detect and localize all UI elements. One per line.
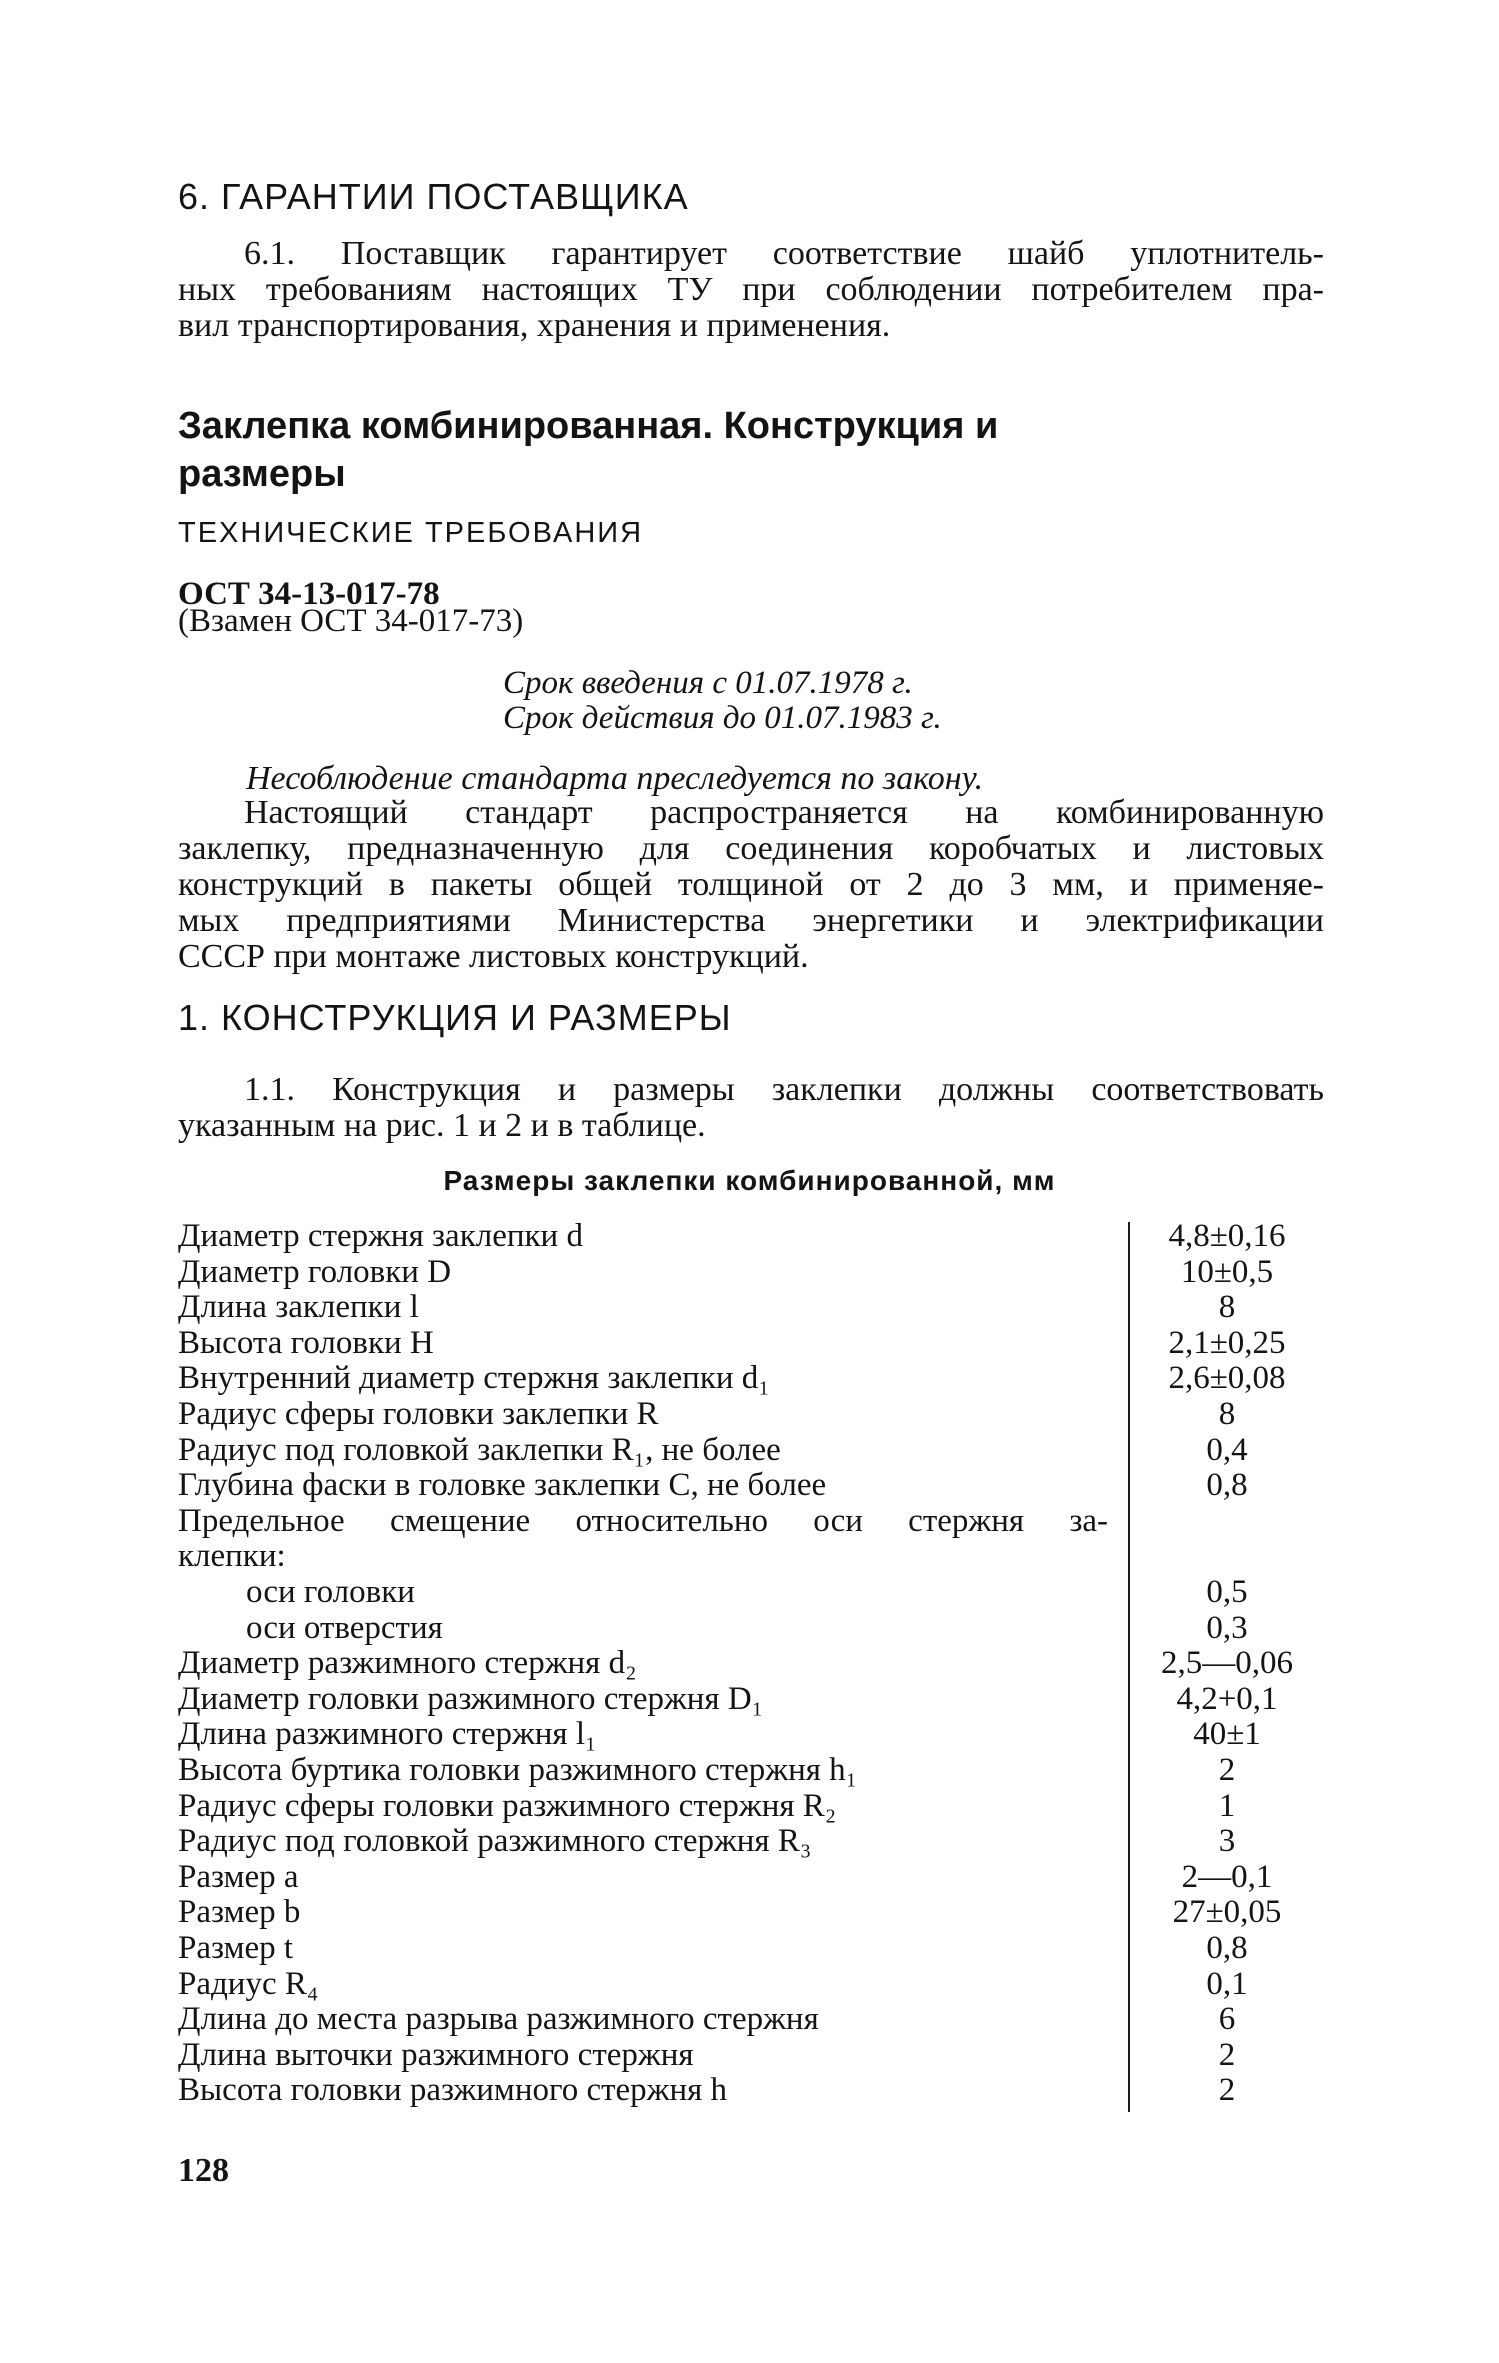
table-row-label: Размер t bbox=[178, 1930, 294, 1966]
section-6-paragraph bbox=[178, 236, 1324, 344]
table-row-value: 2—0,1 bbox=[1181, 1859, 1273, 1895]
table-row-value: 2 bbox=[1218, 1752, 1236, 1788]
paragraph-line: СССР при монтаже листовых конструкций. bbox=[178, 938, 809, 975]
table-row-label: Радиус сферы головки заклепки R bbox=[178, 1396, 659, 1432]
table-caption: Размеры заклепки комбинированной, мм bbox=[443, 1165, 1056, 1196]
table-row-value: 0,1 bbox=[1206, 1966, 1248, 2002]
table-row-value: 10±0,5 bbox=[1180, 1254, 1274, 1290]
scope-paragraph bbox=[178, 795, 1324, 975]
table-row-label: Высота головки разжимного стержня h bbox=[178, 2072, 728, 2108]
paragraph-line: Настоящий стандарт распространяется на комбинированную bbox=[244, 794, 1324, 831]
table-row-label: Радиус под головкой заклепки R₁, не более bbox=[178, 1432, 781, 1468]
paragraph-line: вил транспортирования, хранения и применения. bbox=[178, 307, 891, 344]
table-row-value: 2,6±0,08 bbox=[1168, 1360, 1286, 1396]
table-row-label: Размер b bbox=[178, 1894, 301, 1930]
table-row-value: 27±0,05 bbox=[1172, 1894, 1282, 1930]
standard-subtitle: ТЕХНИЧЕСКИЕ ТРЕБОВАНИЯ bbox=[178, 517, 644, 549]
table-row-value: 2,1±0,25 bbox=[1168, 1325, 1286, 1361]
table-row-label: Диаметр стержня заклепки d bbox=[178, 1218, 583, 1254]
table-row-label: Длина разжимного стержня l₁ bbox=[178, 1716, 597, 1752]
table-row-label: Длина до места разрыва разжимного стержня bbox=[178, 2001, 819, 2037]
table-row-value: 4,2+0,1 bbox=[1176, 1681, 1278, 1717]
table-row-value: 4,8±0,16 bbox=[1168, 1218, 1286, 1254]
page-number: 128 bbox=[178, 2152, 229, 2189]
table-row-label: клепки: bbox=[178, 1538, 286, 1574]
table-row-value: 8 bbox=[1218, 1289, 1236, 1325]
table-column-divider bbox=[1128, 1222, 1130, 2112]
standard-replaces: (Взамен ОСТ 34-017-73) bbox=[178, 603, 524, 639]
paragraph-line: конструкций в пакеты общей толщиной от 2 до 3 мм, и применяе- bbox=[178, 866, 1324, 903]
table-row-value: 2,5—0,06 bbox=[1161, 1645, 1293, 1681]
table-row-label: Радиус R₄ bbox=[178, 1966, 319, 2002]
table-row-label: Размер a bbox=[178, 1859, 299, 1895]
valid-date: Срок действия до 01.07.1983 г. bbox=[503, 700, 942, 736]
table-row-value: 0,4 bbox=[1206, 1432, 1248, 1468]
table-row-value: 1 bbox=[1218, 1788, 1236, 1824]
paragraph-line: мых предприятиями Министерства энергетики и электрификации bbox=[178, 902, 1324, 939]
section-1-paragraph bbox=[178, 1072, 1324, 1144]
intro-date: Срок введения с 01.07.1978 г. bbox=[503, 665, 913, 701]
paragraph-line: ных требованиям настоящих ТУ при соблюдении потребителем пра- bbox=[178, 271, 1324, 308]
table-row-label: Диаметр разжимного стержня d₂ bbox=[178, 1645, 637, 1681]
table-row-value: 0,8 bbox=[1206, 1467, 1248, 1503]
table-row-value: 8 bbox=[1218, 1396, 1236, 1432]
table-row-label: Предельное смещение относительно оси стержня за- bbox=[178, 1503, 1108, 1539]
table-row-value: 2 bbox=[1218, 2072, 1236, 2108]
table-row-label: Радиус сферы головки разжимного стержня R₂ bbox=[178, 1788, 837, 1824]
table-row-value: 40±1 bbox=[1193, 1716, 1261, 1752]
table-row-label: Высота буртика головки разжимного стержня h₁ bbox=[178, 1752, 858, 1788]
standard-code: ОСТ 34-13-017-78 bbox=[178, 576, 440, 612]
legal-warning: Несоблюдение стандарта преследуется по закону. bbox=[246, 760, 984, 797]
paragraph-line: указанным на рис. 1 и 2 и в таблице. bbox=[178, 1107, 706, 1144]
table-row-value: 0,8 bbox=[1206, 1930, 1248, 1966]
section-6-heading: 6. ГАРАНТИИ ПОСТАВЩИКА bbox=[178, 176, 689, 217]
table-row-label: Диаметр головки D bbox=[178, 1254, 452, 1290]
section-1-heading: 1. КОНСТРУКЦИЯ И РАЗМЕРЫ bbox=[178, 997, 732, 1038]
table-row-value: 0,3 bbox=[1206, 1610, 1248, 1646]
paragraph-line: 1.1. Конструкция и размеры заклепки должны соответствовать bbox=[244, 1071, 1324, 1108]
table-row-label: Длина выточки разжимного стержня bbox=[178, 2037, 694, 2073]
table-row-label: Внутренний диаметр стержня заклепки d₁ bbox=[178, 1360, 770, 1396]
table-row-value: 3 bbox=[1218, 1823, 1236, 1859]
paragraph-line: заклепку, предназначенную для соединения коробчатых и листовых bbox=[178, 830, 1324, 867]
table-row-label: Глубина фаски в головке заклепки C, не более bbox=[178, 1467, 827, 1503]
table-row-value: 0,5 bbox=[1206, 1574, 1248, 1610]
table-row-label: оси головки bbox=[246, 1574, 415, 1610]
table-row-label: оси отверстия bbox=[246, 1610, 443, 1646]
table-row-value: 2 bbox=[1218, 2037, 1236, 2073]
table-row-value: 6 bbox=[1218, 2001, 1236, 2037]
table-row-label: Длина заклепки l bbox=[178, 1289, 419, 1325]
table-row-label: Диаметр головки разжимного стержня D₁ bbox=[178, 1681, 764, 1717]
table-row-label: Радиус под головкой разжимного стержня R₃ bbox=[178, 1823, 812, 1859]
standard-title: Заклепка комбинированная. Конструкция и размеры bbox=[178, 405, 999, 495]
paragraph-line: 6.1. Поставщик гарантирует соответствие шайб уплотнитель- bbox=[244, 235, 1324, 272]
table-row-label: Высота головки H bbox=[178, 1325, 434, 1361]
